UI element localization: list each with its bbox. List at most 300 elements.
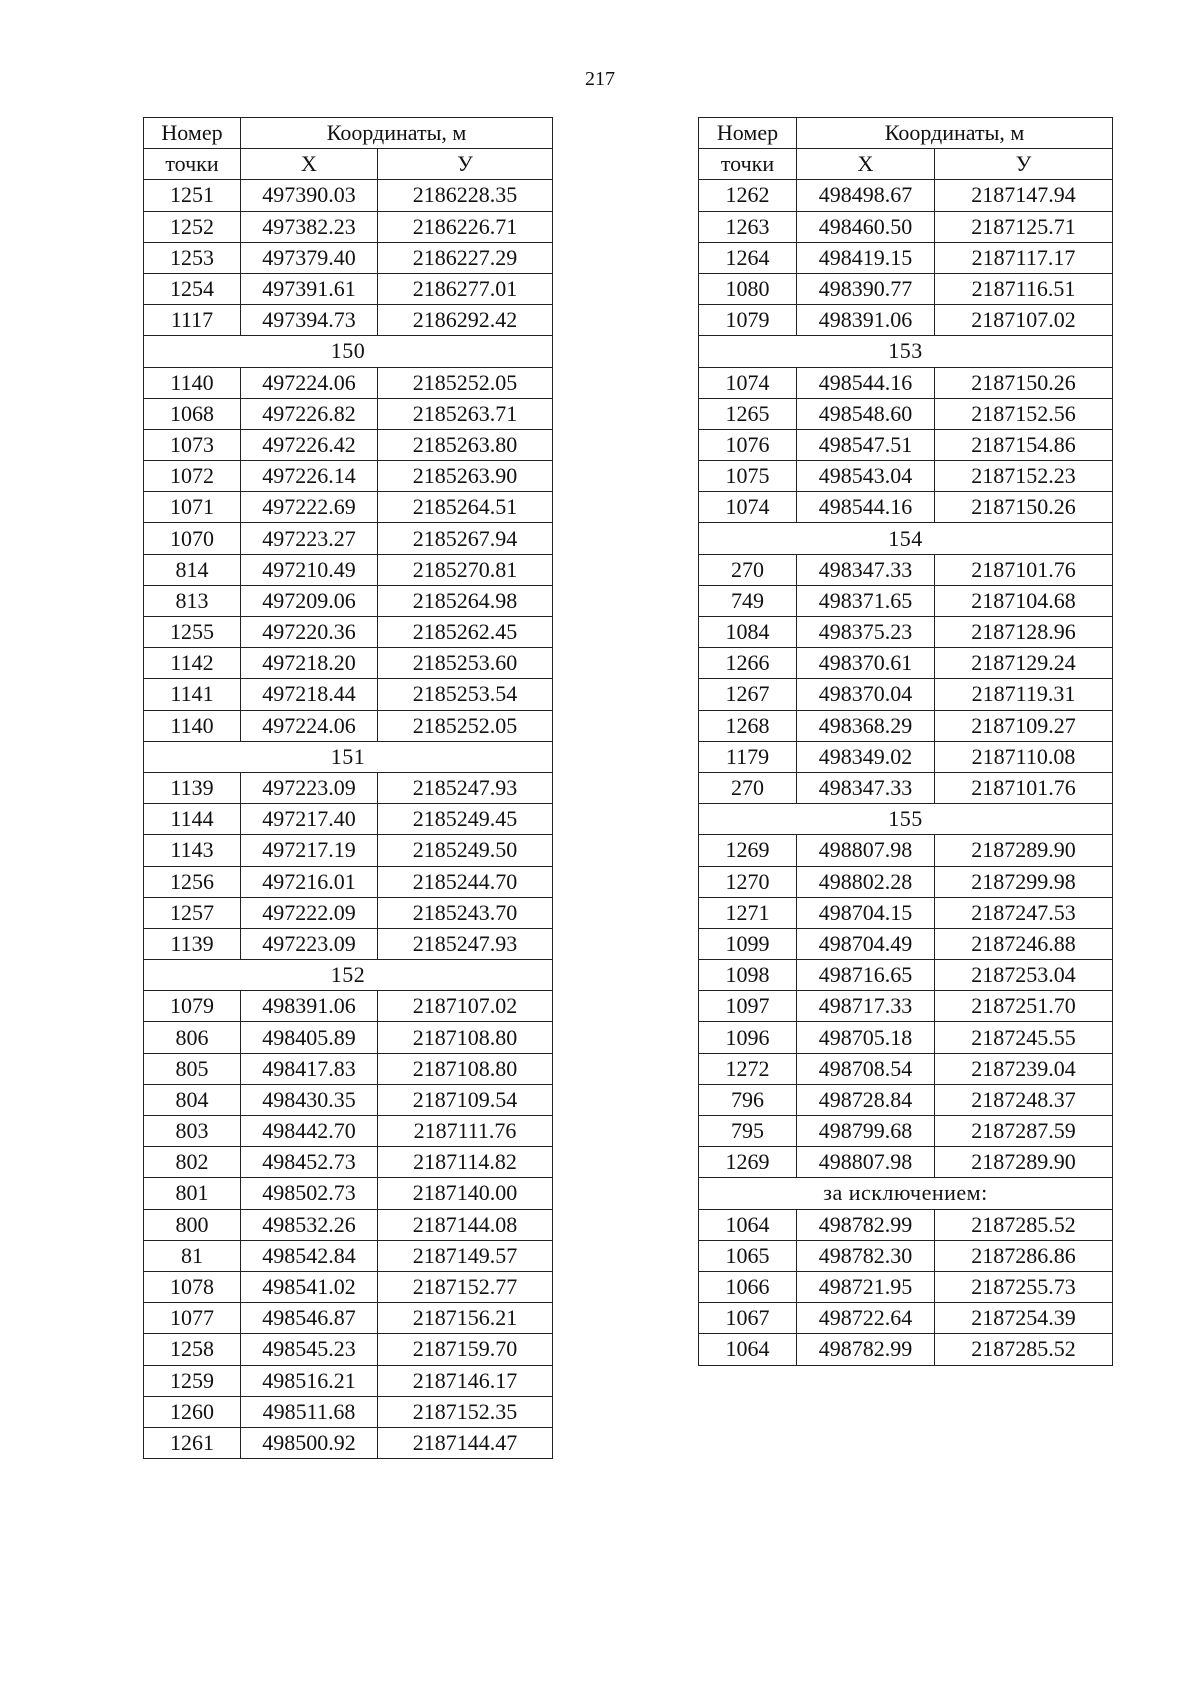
y-coordinate-cell: 2187116.51 [935, 273, 1113, 304]
x-coordinate-cell: 498511.68 [241, 1396, 378, 1427]
table-row [699, 772, 1113, 803]
point-number-cell: 1080 [699, 273, 797, 304]
table-row [144, 1209, 553, 1240]
y-coordinate-cell: 2187152.77 [378, 1271, 553, 1302]
y-coordinate-cell: 2185262.45 [378, 617, 553, 648]
point-number-cell: 81 [144, 1240, 241, 1271]
section-label: 152 [144, 960, 553, 991]
y-coordinate-cell: 2185249.50 [378, 835, 553, 866]
x-coordinate-cell: 497390.03 [241, 180, 378, 211]
x-coordinate-cell: 497222.69 [241, 492, 378, 523]
y-coordinate-cell: 2185247.93 [378, 928, 553, 959]
point-number-cell: 1072 [144, 461, 241, 492]
x-coordinate-cell: 498542.84 [241, 1240, 378, 1271]
point-number-cell: 1264 [699, 242, 797, 273]
y-coordinate-cell: 2187107.02 [935, 305, 1113, 336]
coordinates-header: Координаты, м [797, 118, 1113, 149]
point-number-cell: 1142 [144, 648, 241, 679]
y-coordinate-cell: 2185264.51 [378, 492, 553, 523]
point-number-cell: 1073 [144, 429, 241, 460]
section-label: за исключением: [699, 1178, 1113, 1209]
table-row [144, 1116, 553, 1147]
table-row [699, 1084, 1113, 1115]
point-number-cell: 802 [144, 1147, 241, 1178]
coordinates-table-right [698, 117, 1113, 1366]
x-coordinate-cell: 498430.35 [241, 1084, 378, 1115]
table-row [144, 897, 553, 928]
x-coordinate-cell: 498548.60 [797, 398, 935, 429]
x-coordinate-cell: 498802.28 [797, 866, 935, 897]
table-row [144, 617, 553, 648]
table-row [699, 242, 1113, 273]
x-coordinate-cell: 498375.23 [797, 617, 935, 648]
table-row [144, 1084, 553, 1115]
coordinates-table-left [143, 117, 553, 1459]
x-coordinate-cell: 498452.73 [241, 1147, 378, 1178]
point-number-cell: 800 [144, 1209, 241, 1240]
x-coordinate-cell: 498545.23 [241, 1334, 378, 1365]
point-number-cell: 1254 [144, 273, 241, 304]
point-number-cell: 1263 [699, 211, 797, 242]
point-number-cell: 1074 [699, 367, 797, 398]
table-row [144, 273, 553, 304]
y-coordinate-cell: 2187285.52 [935, 1334, 1113, 1365]
point-number-cell: 813 [144, 585, 241, 616]
x-coordinate-cell: 497224.06 [241, 367, 378, 398]
y-coordinate-cell: 2187109.54 [378, 1084, 553, 1115]
table-row [144, 1427, 553, 1458]
y-coordinate-cell: 2185253.60 [378, 648, 553, 679]
x-coordinate-cell: 497379.40 [241, 242, 378, 273]
table-row [699, 1303, 1113, 1334]
x-coordinate-cell: 497216.01 [241, 866, 378, 897]
point-number-cell: 814 [144, 554, 241, 585]
table-row [144, 804, 553, 835]
y-coordinate-cell: 2185243.70 [378, 897, 553, 928]
x-coordinate-cell: 498717.33 [797, 991, 935, 1022]
table-row [699, 1022, 1113, 1053]
y-coordinate-cell: 2185263.80 [378, 429, 553, 460]
x-coordinate-cell: 498442.70 [241, 1116, 378, 1147]
table-row [699, 305, 1113, 336]
point-number-cell: 1084 [699, 617, 797, 648]
table-row [144, 1022, 553, 1053]
point-number-cell: 796 [699, 1084, 797, 1115]
x-coordinate-cell: 497218.20 [241, 648, 378, 679]
y-coordinate-cell: 2187239.04 [935, 1053, 1113, 1084]
point-number-cell: 1117 [144, 305, 241, 336]
point-number-cell: 1099 [699, 928, 797, 959]
x-coordinate-cell: 498807.98 [797, 835, 935, 866]
table-row [144, 461, 553, 492]
table-row [144, 180, 553, 211]
table-row [144, 242, 553, 273]
y-coordinate-cell: 2187109.27 [935, 710, 1113, 741]
point-number-cell: 1141 [144, 679, 241, 710]
x-coordinate-cell: 497223.09 [241, 928, 378, 959]
point-number-cell: 801 [144, 1178, 241, 1209]
point-number-header: Номер [699, 118, 797, 149]
x-coordinate-cell: 497382.23 [241, 211, 378, 242]
point-number-cell: 1260 [144, 1396, 241, 1427]
x-coordinate-cell: 498543.04 [797, 461, 935, 492]
point-number-subheader: точки [144, 149, 241, 180]
y-coordinate-cell: 2187156.21 [378, 1303, 553, 1334]
point-number-cell: 1269 [699, 835, 797, 866]
y-coordinate-cell: 2187254.39 [935, 1303, 1113, 1334]
table-row [699, 492, 1113, 523]
point-number-cell: 1065 [699, 1240, 797, 1271]
table-row [699, 960, 1113, 991]
point-number-cell: 1140 [144, 367, 241, 398]
y-coordinate-cell: 2187108.80 [378, 1053, 553, 1084]
section-label: 155 [699, 804, 1113, 835]
section-row [144, 741, 553, 772]
y-coordinate-cell: 2187152.56 [935, 398, 1113, 429]
point-number-cell: 1266 [699, 648, 797, 679]
x-coordinate-cell: 497210.49 [241, 554, 378, 585]
point-number-cell: 270 [699, 554, 797, 585]
point-number-cell: 1267 [699, 679, 797, 710]
table-row [144, 772, 553, 803]
section-label: 151 [144, 741, 553, 772]
y-column-header: У [935, 149, 1113, 180]
table-row [699, 710, 1113, 741]
point-number-cell: 1068 [144, 398, 241, 429]
table-row [699, 1053, 1113, 1084]
table-row [144, 866, 553, 897]
table-row [144, 648, 553, 679]
section-row [144, 960, 553, 991]
table-row [144, 679, 553, 710]
table-row [144, 991, 553, 1022]
point-number-cell: 1096 [699, 1022, 797, 1053]
x-coordinate-cell: 498807.98 [797, 1147, 935, 1178]
section-row [699, 336, 1113, 367]
table-body [699, 180, 1113, 1365]
y-coordinate-cell: 2185263.90 [378, 461, 553, 492]
y-coordinate-cell: 2187152.35 [378, 1396, 553, 1427]
table-row [699, 1116, 1113, 1147]
y-coordinate-cell: 2187128.96 [935, 617, 1113, 648]
table-row [699, 897, 1113, 928]
table-row [144, 492, 553, 523]
section-row [144, 336, 553, 367]
table-row [144, 1147, 553, 1178]
y-coordinate-cell: 2187107.02 [378, 991, 553, 1022]
y-coordinate-cell: 2187289.90 [935, 835, 1113, 866]
point-number-cell: 1256 [144, 866, 241, 897]
point-number-cell: 1064 [699, 1334, 797, 1365]
table-row [144, 1240, 553, 1271]
point-number-cell: 1261 [144, 1427, 241, 1458]
point-number-cell: 1253 [144, 242, 241, 273]
table-row [144, 1396, 553, 1427]
x-coordinate-cell: 498370.61 [797, 648, 935, 679]
point-number-cell: 1066 [699, 1271, 797, 1302]
x-coordinate-cell: 497391.61 [241, 273, 378, 304]
y-coordinate-cell: 2186228.35 [378, 180, 553, 211]
x-coordinate-cell: 498728.84 [797, 1084, 935, 1115]
y-coordinate-cell: 2187150.26 [935, 367, 1113, 398]
x-coordinate-cell: 497222.09 [241, 897, 378, 928]
table-row [699, 1209, 1113, 1240]
table-body [144, 180, 553, 1459]
point-number-cell: 1269 [699, 1147, 797, 1178]
y-coordinate-cell: 2187253.04 [935, 960, 1113, 991]
y-coordinate-cell: 2187299.98 [935, 866, 1113, 897]
x-coordinate-cell: 498716.65 [797, 960, 935, 991]
point-number-cell: 1258 [144, 1334, 241, 1365]
x-coordinate-cell: 498460.50 [797, 211, 935, 242]
table-row [699, 554, 1113, 585]
table-row [144, 710, 553, 741]
point-number-header: Номер [144, 118, 241, 149]
y-coordinate-cell: 2187111.76 [378, 1116, 553, 1147]
x-coordinate-cell: 498705.18 [797, 1022, 935, 1053]
x-coordinate-cell: 498516.21 [241, 1365, 378, 1396]
y-coordinate-cell: 2187255.73 [935, 1271, 1113, 1302]
point-number-cell: 1144 [144, 804, 241, 835]
x-coordinate-cell: 497220.36 [241, 617, 378, 648]
y-coordinate-cell: 2187245.55 [935, 1022, 1113, 1053]
point-number-cell: 1265 [699, 398, 797, 429]
y-coordinate-cell: 2187149.57 [378, 1240, 553, 1271]
point-number-cell: 1070 [144, 523, 241, 554]
x-coordinate-cell: 498782.99 [797, 1334, 935, 1365]
x-coordinate-cell: 498500.92 [241, 1427, 378, 1458]
y-coordinate-cell: 2187108.80 [378, 1022, 553, 1053]
table-row [699, 273, 1113, 304]
table-row [699, 461, 1113, 492]
table-row [699, 866, 1113, 897]
x-coordinate-cell: 498547.51 [797, 429, 935, 460]
x-coordinate-cell: 498704.49 [797, 928, 935, 959]
table-row [144, 1271, 553, 1302]
table-row [144, 554, 553, 585]
table-row [699, 1334, 1113, 1365]
y-coordinate-cell: 2187119.31 [935, 679, 1113, 710]
x-coordinate-cell: 498544.16 [797, 492, 935, 523]
y-coordinate-cell: 2187144.08 [378, 1209, 553, 1240]
y-coordinate-cell: 2187286.86 [935, 1240, 1113, 1271]
y-coordinate-cell: 2187246.88 [935, 928, 1113, 959]
table-row [144, 585, 553, 616]
table-row [699, 1271, 1113, 1302]
point-number-cell: 805 [144, 1053, 241, 1084]
point-number-cell: 1259 [144, 1365, 241, 1396]
y-coordinate-cell: 2187104.68 [935, 585, 1113, 616]
point-number-cell: 1251 [144, 180, 241, 211]
x-coordinate-cell: 498417.83 [241, 1053, 378, 1084]
x-coordinate-cell: 498546.87 [241, 1303, 378, 1334]
y-coordinate-cell: 2187289.90 [935, 1147, 1113, 1178]
y-coordinate-cell: 2187159.70 [378, 1334, 553, 1365]
point-number-cell: 749 [699, 585, 797, 616]
point-number-cell: 270 [699, 772, 797, 803]
coordinates-header: Координаты, м [241, 118, 553, 149]
y-coordinate-cell: 2187101.76 [935, 554, 1113, 585]
table-row [699, 679, 1113, 710]
table-row [144, 1334, 553, 1365]
point-number-cell: 1257 [144, 897, 241, 928]
y-coordinate-cell: 2185270.81 [378, 554, 553, 585]
x-coordinate-cell: 498532.26 [241, 1209, 378, 1240]
y-coordinate-cell: 2187154.86 [935, 429, 1113, 460]
x-coordinate-cell: 497223.09 [241, 772, 378, 803]
table-header [699, 118, 1113, 180]
x-coordinate-cell: 498390.77 [797, 273, 935, 304]
x-coordinate-cell: 497218.44 [241, 679, 378, 710]
y-coordinate-cell: 2187247.53 [935, 897, 1113, 928]
point-number-cell: 1139 [144, 772, 241, 803]
y-coordinate-cell: 2187248.37 [935, 1084, 1113, 1115]
point-number-cell: 1252 [144, 211, 241, 242]
table-row [144, 835, 553, 866]
y-coordinate-cell: 2185267.94 [378, 523, 553, 554]
section-label: 154 [699, 523, 1113, 554]
table-row [699, 741, 1113, 772]
table-row [699, 398, 1113, 429]
table-row [144, 305, 553, 336]
table-row [144, 1365, 553, 1396]
x-coordinate-cell: 498368.29 [797, 710, 935, 741]
x-coordinate-cell: 498541.02 [241, 1271, 378, 1302]
point-number-cell: 803 [144, 1116, 241, 1147]
point-number-cell: 1140 [144, 710, 241, 741]
section-row [699, 804, 1113, 835]
y-coordinate-cell: 2187114.82 [378, 1147, 553, 1178]
x-coordinate-cell: 498544.16 [797, 367, 935, 398]
x-coordinate-cell: 497209.06 [241, 585, 378, 616]
y-coordinate-cell: 2187117.17 [935, 242, 1113, 273]
section-row [699, 523, 1113, 554]
x-coordinate-cell: 498370.04 [797, 679, 935, 710]
y-coordinate-cell: 2187251.70 [935, 991, 1113, 1022]
table-row [144, 398, 553, 429]
y-coordinate-cell: 2186226.71 [378, 211, 553, 242]
x-coordinate-cell: 498347.33 [797, 554, 935, 585]
table-row [699, 835, 1113, 866]
point-number-cell: 1272 [699, 1053, 797, 1084]
table-row [699, 211, 1113, 242]
x-coordinate-cell: 498419.15 [797, 242, 935, 273]
y-coordinate-cell: 2187146.17 [378, 1365, 553, 1396]
y-coordinate-cell: 2185252.05 [378, 710, 553, 741]
y-coordinate-cell: 2187147.94 [935, 180, 1113, 211]
point-number-subheader: точки [699, 149, 797, 180]
x-coordinate-cell: 498371.65 [797, 585, 935, 616]
x-coordinate-cell: 497226.42 [241, 429, 378, 460]
table-row [144, 211, 553, 242]
point-number-cell: 1064 [699, 1209, 797, 1240]
point-number-cell: 1074 [699, 492, 797, 523]
point-number-cell: 1139 [144, 928, 241, 959]
y-coordinate-cell: 2185249.45 [378, 804, 553, 835]
point-number-cell: 1067 [699, 1303, 797, 1334]
point-number-cell: 1077 [144, 1303, 241, 1334]
x-coordinate-cell: 498721.95 [797, 1271, 935, 1302]
x-coordinate-cell: 497217.40 [241, 804, 378, 835]
y-coordinate-cell: 2187129.24 [935, 648, 1113, 679]
table-row [699, 991, 1113, 1022]
table-row [144, 928, 553, 959]
point-number-cell: 1079 [144, 991, 241, 1022]
table-row [144, 429, 553, 460]
y-coordinate-cell: 2185253.54 [378, 679, 553, 710]
x-column-header: X [797, 149, 935, 180]
y-coordinate-cell: 2187144.47 [378, 1427, 553, 1458]
point-number-cell: 1270 [699, 866, 797, 897]
page-number: 217 [585, 68, 615, 90]
section-label: 150 [144, 336, 553, 367]
point-number-cell: 1079 [699, 305, 797, 336]
y-coordinate-cell: 2187287.59 [935, 1116, 1113, 1147]
point-number-cell: 804 [144, 1084, 241, 1115]
y-coordinate-cell: 2187150.26 [935, 492, 1113, 523]
x-coordinate-cell: 498347.33 [797, 772, 935, 803]
point-number-cell: 1098 [699, 960, 797, 991]
table-row [144, 1053, 553, 1084]
y-coordinate-cell: 2187152.23 [935, 461, 1113, 492]
table-row [144, 1303, 553, 1334]
y-coordinate-cell: 2187101.76 [935, 772, 1113, 803]
y-coordinate-cell: 2185244.70 [378, 866, 553, 897]
table-row [144, 1178, 553, 1209]
point-number-cell: 1255 [144, 617, 241, 648]
table-row [699, 429, 1113, 460]
x-coordinate-cell: 498391.06 [797, 305, 935, 336]
point-number-cell: 1076 [699, 429, 797, 460]
point-number-cell: 795 [699, 1116, 797, 1147]
x-column-header: X [241, 149, 378, 180]
point-number-cell: 1071 [144, 492, 241, 523]
table-row [699, 928, 1113, 959]
point-number-cell: 1262 [699, 180, 797, 211]
y-column-header: У [378, 149, 553, 180]
x-coordinate-cell: 498391.06 [241, 991, 378, 1022]
point-number-cell: 1179 [699, 741, 797, 772]
point-number-cell: 1268 [699, 710, 797, 741]
y-coordinate-cell: 2185247.93 [378, 772, 553, 803]
section-row [699, 1178, 1113, 1209]
table-row [699, 617, 1113, 648]
y-coordinate-cell: 2187110.08 [935, 741, 1113, 772]
y-coordinate-cell: 2187125.71 [935, 211, 1113, 242]
y-coordinate-cell: 2187285.52 [935, 1209, 1113, 1240]
y-coordinate-cell: 2185263.71 [378, 398, 553, 429]
table-row [699, 1240, 1113, 1271]
table-row [699, 585, 1113, 616]
table-header [144, 118, 553, 180]
x-coordinate-cell: 497217.19 [241, 835, 378, 866]
x-coordinate-cell: 498704.15 [797, 897, 935, 928]
table-row [699, 367, 1113, 398]
x-coordinate-cell: 498498.67 [797, 180, 935, 211]
x-coordinate-cell: 497223.27 [241, 523, 378, 554]
y-coordinate-cell: 2185252.05 [378, 367, 553, 398]
y-coordinate-cell: 2186277.01 [378, 273, 553, 304]
x-coordinate-cell: 498708.54 [797, 1053, 935, 1084]
y-coordinate-cell: 2186227.29 [378, 242, 553, 273]
x-coordinate-cell: 498722.64 [797, 1303, 935, 1334]
x-coordinate-cell: 498782.99 [797, 1209, 935, 1240]
x-coordinate-cell: 498349.02 [797, 741, 935, 772]
x-coordinate-cell: 498799.68 [797, 1116, 935, 1147]
x-coordinate-cell: 497224.06 [241, 710, 378, 741]
x-coordinate-cell: 497394.73 [241, 305, 378, 336]
point-number-cell: 1078 [144, 1271, 241, 1302]
